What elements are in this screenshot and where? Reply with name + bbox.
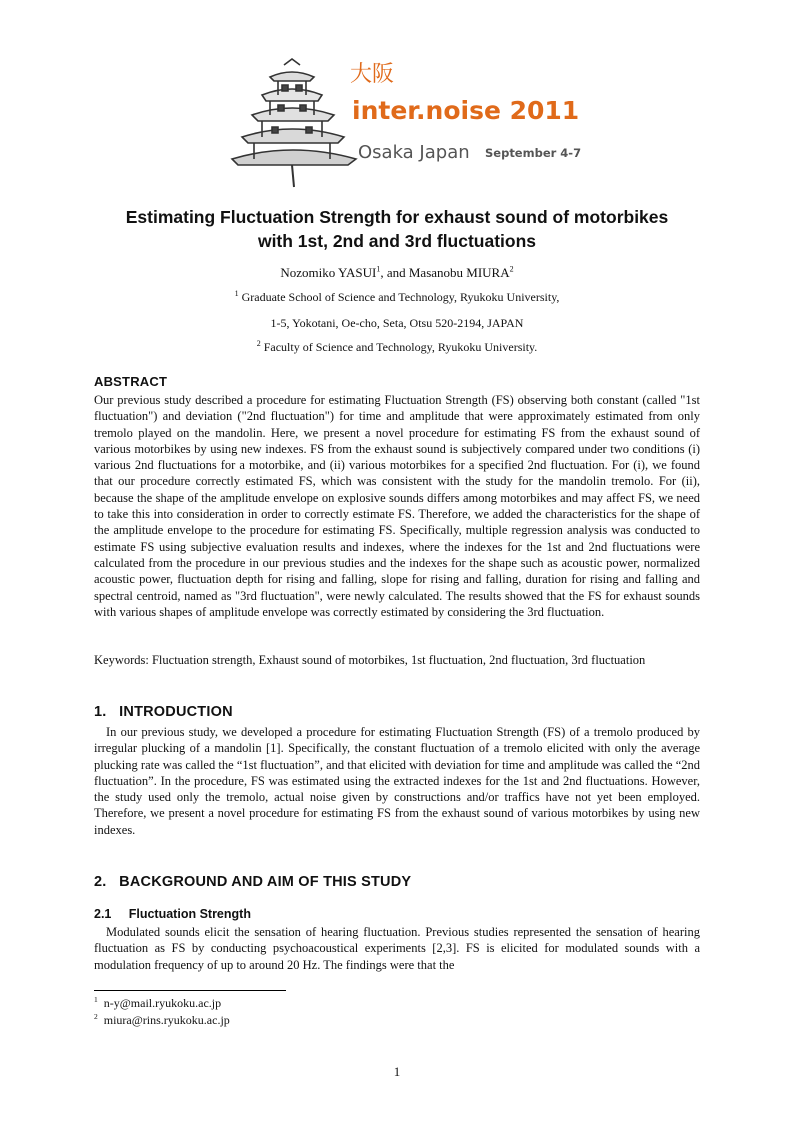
logo-conference-name: inter.noise 2011 <box>352 96 580 125</box>
footnote-2-mark: 2 <box>94 1012 98 1021</box>
affiliation-1-mark: 1 <box>234 289 239 298</box>
author-2-mark: 2 <box>509 264 514 274</box>
title-line-2: with 1st, 2nd and 3rd fluctuations <box>257 231 537 251</box>
conference-logo <box>222 55 582 190</box>
author-2: Masanobu MIURA <box>408 265 510 280</box>
footnote-2-email: miura@rins.ryukoku.ac.jp <box>103 1013 230 1027</box>
footnote-divider <box>94 990 286 991</box>
footnote-1 <box>94 996 221 1011</box>
title-line-1: Estimating Fluctuation Strength for exhaust sound of motorbikes <box>125 207 669 227</box>
paper-title <box>60 205 734 253</box>
footnote-2 <box>94 1013 230 1028</box>
affiliation-1-line-1: Graduate School of Science and Technology, Ryukoku University, <box>241 290 560 304</box>
keywords: Keywords: Fluctuation strength, Exhaust sound of motorbikes, 1st fluctuation, 2nd fluctuation, 3rd fluctuation <box>94 653 646 667</box>
castle-illustration <box>232 59 356 187</box>
logo-dates: September 4-7 <box>485 146 582 160</box>
abstract-heading: ABSTRACT <box>94 374 168 389</box>
logo-kanji: 大阪 <box>350 62 395 87</box>
logo-location: Osaka Japan <box>358 142 470 163</box>
affiliation-2-mark: 2 <box>256 339 261 348</box>
section-1-heading: 1. INTRODUCTION <box>94 704 233 720</box>
page-number: 1 <box>393 1064 401 1079</box>
footnote-1-email: n-y@mail.ryukoku.ac.jp <box>103 996 222 1010</box>
footnote-1-mark: 1 <box>94 995 98 1004</box>
affiliation-2-line-1: Faculty of Science and Technology, Ryukoku University. <box>263 340 538 354</box>
section-2-1-body: Modulated sounds elicit the sensation of hearing fluctuation. Previous studies represented the sensation of hearing fluctuation as FS by conducting psychoacoustical experiments [2,3]. FS is elicited for modulated sounds with a modulation frequency of up to around 20 Hz. The findings were that the <box>94 925 700 972</box>
affiliation-1 <box>60 290 734 305</box>
abstract-body: Our previous study described a procedure for estimating Fluctuation Strength (FS) observing both constant (called "1st fluctuation") and deviation ("2nd fluctuation") for time and amplitude that were approximately estimated from only tremolo played on the mandolin. Here, we present a novel procedure for estimating FS from the exhaust sound of various motorbikes by using new indexes. FS from the exhaust sound is subjectively compared under two conditions (i) various 2nd fluctuations for a motorbike, and (ii) various motorbikes for a specified 2nd fluctuation. For (i), we found that our procedure correctly estimated FS, which was consistent with the study for the mandolin tremolo. For (ii), because the shape of the amplitude envelope on explosive sounds differs among motorbikes and may affect FS, we need to take this into consideration in order to correctly estimate FS. Therefore, we added the characteristics for the shape of the amplitude envelope to the procedure for estimating FS. Specifically, multiple regression analysis was conducted to estimate FS using subjective evaluation results and indexes, where the indexes for the 1st and 2nd fluctuations were calculated from the procedure in our previous studies and the indexes for the shape such as acoustic power, normalized acoustic power, fluctuation depth for rising and falling, slope for rising and falling, duration for rising and falling and spectral centroid, named as "3rd fluctuation", were newly calculated. The results showed that the FS for exhaust sounds with various shapes of amplitude envelope was correctly estimated by considering the 3rd fluctuation. <box>94 393 700 619</box>
affiliation-2 <box>60 340 734 355</box>
section-2-heading: 2. BACKGROUND AND AIM OF THIS STUDY <box>94 874 412 890</box>
author-1: Nozomiko YASUI <box>280 265 377 280</box>
affiliation-1-address: 1-5, Yokotani, Oe-cho, Seta, Otsu 520-2194, JAPAN <box>270 316 524 330</box>
section-2-1-heading: 2.1 Fluctuation Strength <box>94 907 251 921</box>
section-1-body: In our previous study, we developed a procedure for estimating Fluctuation Strength (FS) of a tremolo produced by irregular plucking of a mandolin [1]. Specifically, the constant fluctuation of a tremolo elicited with only the average plucking rate was called the “1st fluctuation”, and that elicited with deviation for time and amplitude was called the “2nd fluctuation”. In the procedure, FS was estimated using the extracted indexes for the 1st and 2nd fluctuations. However, the study used only the tremolo, actual noise given by constructions and/or traffics have not yet been employed. Therefore, we present a novel procedure for estimating FS from the exhaust sound of various motorbikes by using new indexes. <box>94 725 700 837</box>
author-1-mark: 1 <box>376 264 381 274</box>
author-list <box>60 265 734 281</box>
author-joiner: , and <box>380 265 409 280</box>
